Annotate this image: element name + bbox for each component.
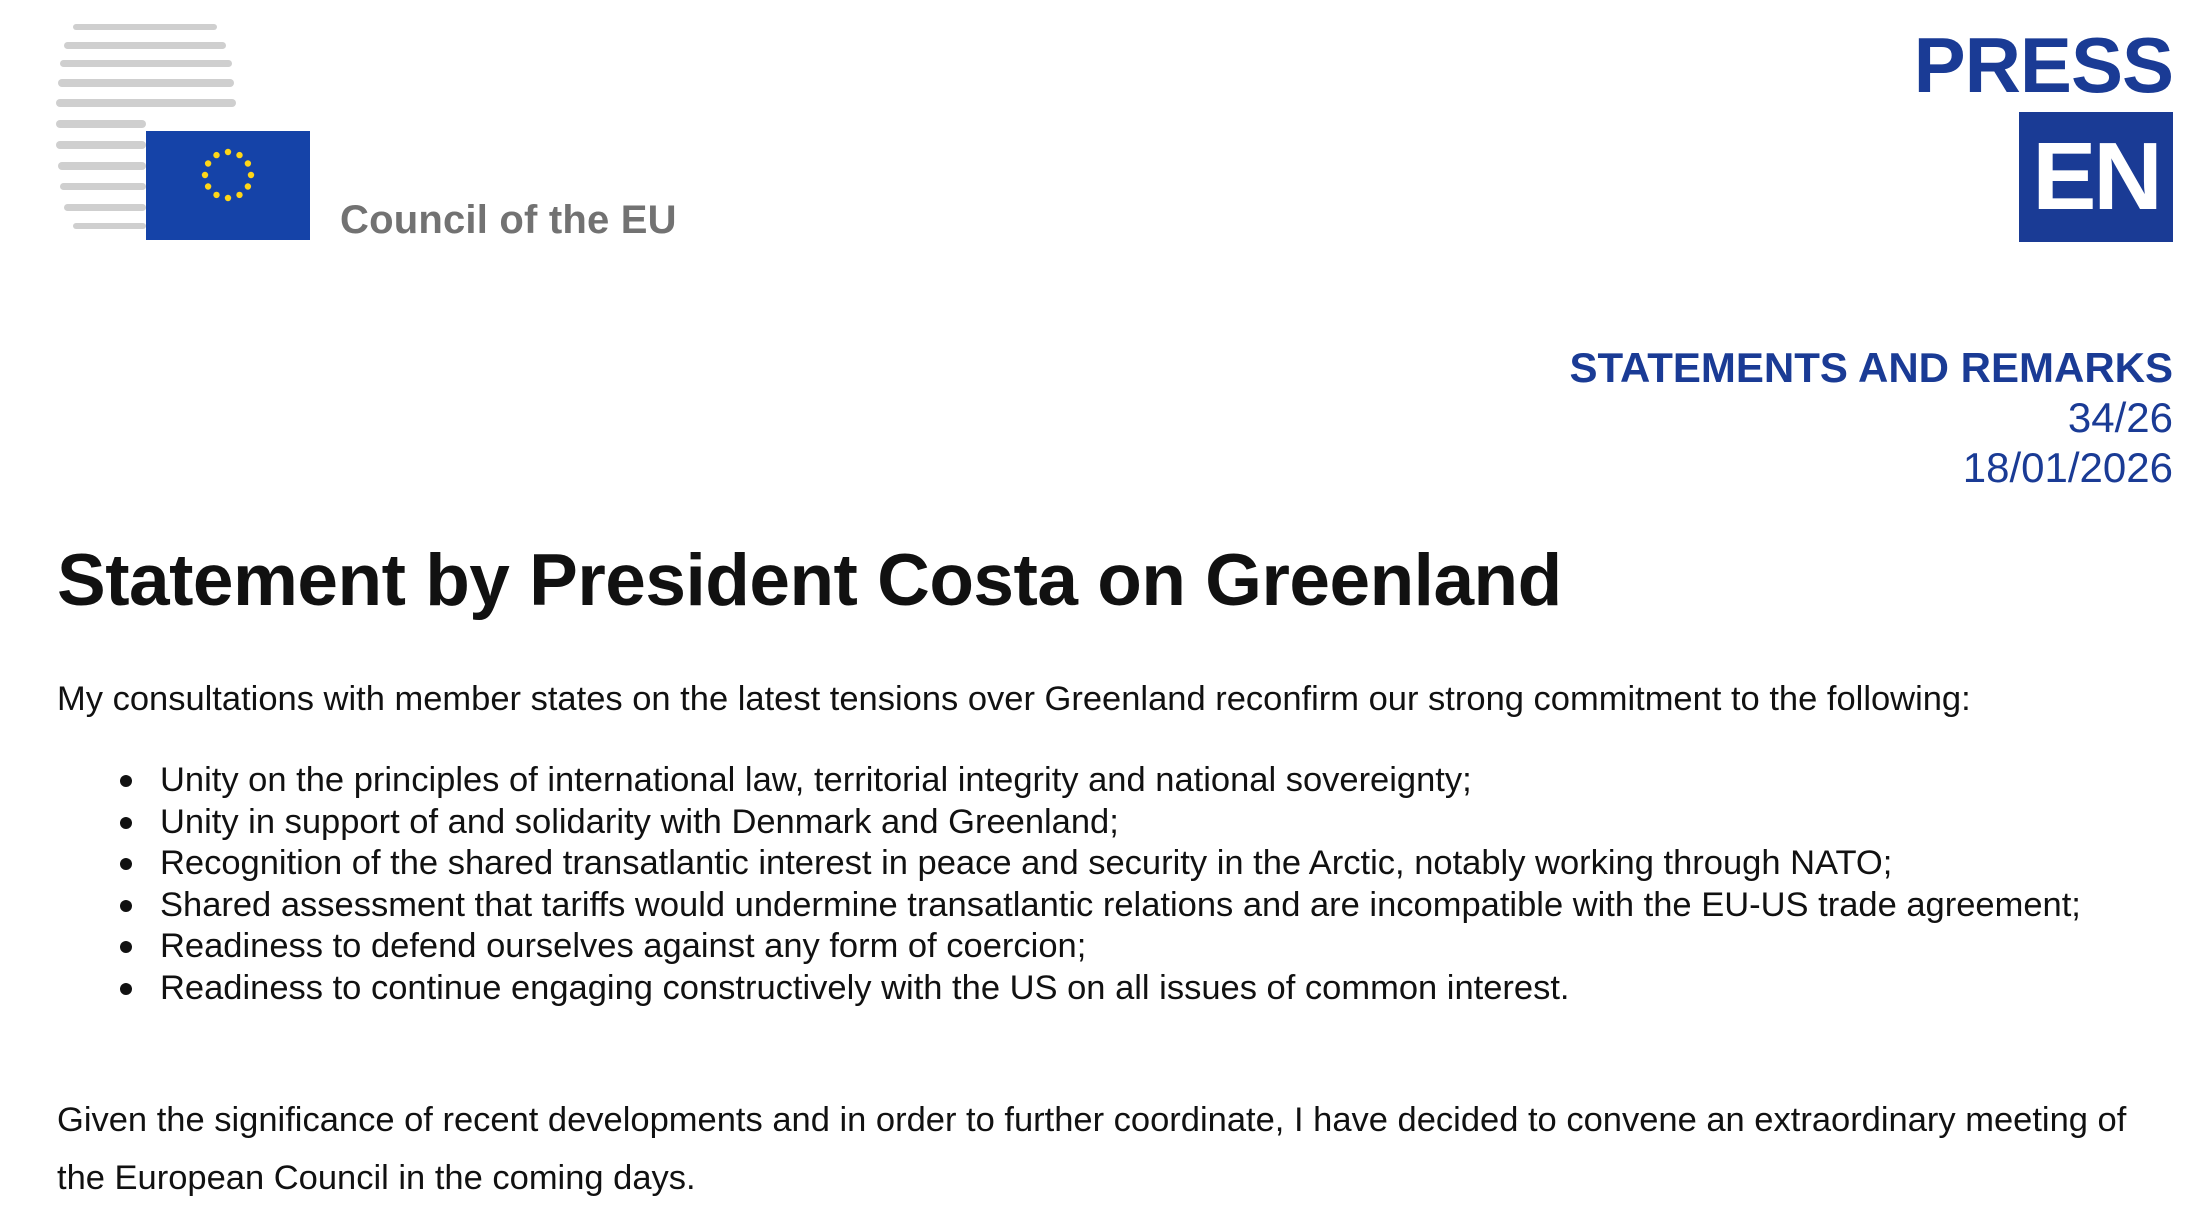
- org-name: Council of the EU: [340, 198, 677, 242]
- document-category: STATEMENTS AND REMARKS: [1569, 344, 2173, 391]
- list-item-text: Unity in support of and solidarity with Denmark and Greenland;: [160, 802, 1119, 841]
- language-badge: [2019, 112, 2173, 242]
- bullet-icon: [120, 858, 132, 870]
- list-item: [57, 885, 2177, 927]
- list-item-text: Recognition of the shared transatlantic interest in peace and security in the Arctic, notably working through NATO;: [160, 844, 1893, 883]
- list-item: [57, 968, 2177, 1010]
- bullet-icon: [120, 983, 132, 995]
- bullet-icon: [120, 941, 132, 953]
- document-number: 34/26: [2067, 394, 2173, 441]
- commitment-list: [57, 760, 2177, 1010]
- list-item: [57, 802, 2177, 844]
- document-meta: [1569, 343, 2173, 493]
- page-title: Statement by President Costa on Greenland: [57, 540, 1562, 621]
- list-item: [57, 843, 2177, 885]
- list-item-text: Readiness to continue engaging constructively with the US on all issues of common interest.: [160, 968, 1570, 1007]
- list-item-text: Readiness to defend ourselves against any form of coercion;: [160, 927, 1087, 966]
- language-code: EN: [2032, 123, 2160, 230]
- council-logo-icon: [56, 20, 316, 240]
- eu-flag-icon: [146, 131, 310, 240]
- press-label: PRESS: [1913, 21, 2173, 109]
- bullet-icon: [120, 900, 132, 912]
- document-date: 18/01/2026: [1962, 444, 2173, 491]
- closing-paragraph: Given the significance of recent developments and in order to further coordinate, I have decided to convene an extraordinary meeting of the European Council in the coming days.: [57, 1101, 2127, 1197]
- list-item: [57, 760, 2177, 802]
- list-item-text: Unity on the principles of international law, territorial integrity and national sovereignty;: [160, 761, 1472, 799]
- list-item-text: Shared assessment that tariffs would undermine transatlantic relations and are incompatible with the EU-US trade agreement;: [160, 885, 2081, 924]
- intro-paragraph: My consultations with member states on the latest tensions over Greenland reconfirm our strong commitment to the following:: [57, 680, 1971, 718]
- bullet-icon: [120, 817, 132, 829]
- bullet-icon: [120, 775, 132, 787]
- council-logo: [56, 20, 316, 240]
- list-item: [57, 926, 2177, 968]
